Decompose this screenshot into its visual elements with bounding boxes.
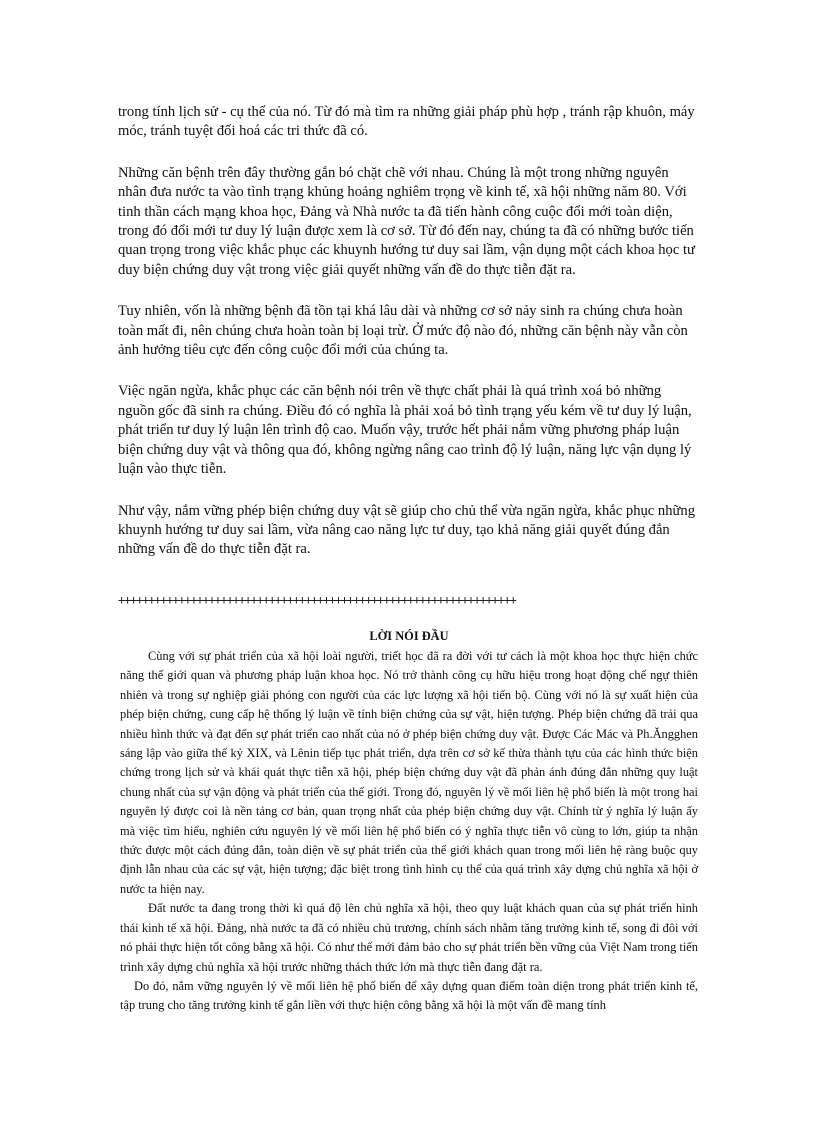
paragraph: Những căn bệnh trên đây thường gắn bó chặt chẽ với nhau. Chúng là một trong những nguyên nhân đưa nước ta vào tình trạng khủng hoảng nghiêm trọng về kinh tế, xã hội những năm 80. Với tinh thần cách mạng khoa học, Đảng và Nhà nước ta đã tiến hành công cuộc đổi mới toàn diện, trong đó đổi mới tư duy lý luận được xem là cơ sở. Từ đó đến nay, chúng ta đã có những bước tiến quan trọng trong việc khắc phục các khuynh hướng tư duy sai lầm, vận dụng một cách khoa học tư duy biện chứng duy vật trong việc giải quyết những vấn đề do thực tiễn đặt ra. <box>118 164 695 278</box>
section-separator: ++++++++++++++++++++++++++++++++++++++++++++++++++++++++++++++++++ <box>118 593 516 607</box>
section-heading: LỜI NÓI ĐẦU <box>369 629 449 643</box>
upper-text-section <box>118 103 698 582</box>
paragraph: Việc ngăn ngừa, khắc phục các căn bệnh nói trên về thực chất phải là quá trình xoá bỏ những nguồn gốc đã sinh ra chúng. Điều đó có nghĩa là phải xoá bỏ tình trạng yếu kém về tư duy lý luận, phát triển tư duy lý luận lên trình độ cao. Muốn vậy, trước hết phải nắm vững phương pháp luận biện chứng duy vật và thông qua đó, không ngừng nâng cao trình độ lý luận, năng lực vận dụng lý luận vào thực tiễn. <box>118 383 692 478</box>
paragraph: Do đó, nắm vững nguyên lý về mối liên hệ phổ biến để xây dựng quan điểm toàn diện trong phát triển kinh tế, tập trung cho tăng trưởng kinh tế gắn liền với thực hiện công bằng xã hội là một vấn đề mang tính <box>120 978 698 1013</box>
paragraph: Tuy nhiên, vốn là những bệnh đã tồn tại khá lâu dài và những cơ sở nảy sinh ra chúng chưa hoàn toàn mất đi, nên chúng chưa hoàn toàn bị loại trừ. Ở mức độ nào đó, những căn bệnh này vẫn còn ảnh hưởng tiêu cực đến công cuộc đổi mới của chúng ta. <box>118 303 688 359</box>
paragraph: Cùng với sự phát triển của xã hội loài người, triết học đã ra đời với tư cách là một khoa học thực hiện chức năng thế giới quan và phương pháp luận khoa học. Nó trở thành công cụ hữu hiệu trong hoạt động chế ngự thiên nhiên và trong sự nghiệp giải phóng con người của các lực lượng xã hội tiến bộ. Cùng với nó là sự xuất hiện của phép biện chứng, cung cấp hệ thống lý luận về tính biện chứng của sự vật, hiện tượng. Phép biện chứng đã trải qua nhiều hình thức và đạt đến sự phát triển cao nhất của nó ở phép biện chứng duy vật. Được Các Mác và Ph.Ăngghen sáng lập vào giữa thế kỷ XIX, và Lênin tiếp tục phát triển, dựa trên cơ sở kế thừa thành tựu của các hình thức biện chứng trong lịch sử và khái quát thực tiễn xã hội, phép biện chứng duy vật đã phản ánh đúng đắn những quy luật chung nhất của sự vận động và phát triển của thế giới. Trong đó, nguyên lý về mối liên hệ phổ biến là một trong hai nguyên lý được coi là nền tảng cơ bản, quan trọng nhất của phép biện chứng duy vật. Chính từ ý nghĩa lý luận ấy mà việc tìm hiểu, nghiên cứu nguyên lý về mối liên hệ phổ biến có ý nghĩa thực tiễn vô cùng to lớn, giúp ta nhận thức được một cách đúng đắn, toàn diện về sự phát triển của thế giới khách quan trong mối liên hệ ràng buộc quy định lẫn nhau của các sự vật, hiện tượng; đặc biệt trong tình hình cụ thể của quá trình xây dựng chủ nghĩa xã hội ở nước ta hiện nay. <box>120 649 698 896</box>
paragraph: Đất nước ta đang trong thời kì quá độ lên chủ nghĩa xã hội, theo quy luật khách quan của sự phát triển hình thái kinh tế xã hội. Đảng, nhà nước ta đã có nhiều chủ trương, chính sách nhằm tăng trưởng kinh tế, song đi đôi với nó phải thực hiện tốt công bằng xã hội. Có như thế mới đảm bảo cho sự phát triển bền vững của Việt Nam trong tiến trình xây dựng chủ nghĩa xã hội trước những thách thức lớn mà thực tiễn đang đặt ra. <box>120 901 698 974</box>
paragraph: Như vậy, nắm vững phép biện chứng duy vật sẽ giúp cho chủ thể vừa ngăn ngừa, khắc phục những khuynh hướng tư duy sai lầm, vừa nâng cao năng lực tư duy, tạo khả năng giải quyết đúng đắn những vấn đề do thực tiễn đặt ra. <box>118 502 696 558</box>
introduction-section <box>120 628 698 1016</box>
paragraph: trong tính lịch sử - cụ thể của nó. Từ đó mà tìm ra những giải pháp phù hợp , tránh rập khuôn, máy móc, tránh tuyệt đối hoá các tri thức đã có. <box>118 104 695 140</box>
